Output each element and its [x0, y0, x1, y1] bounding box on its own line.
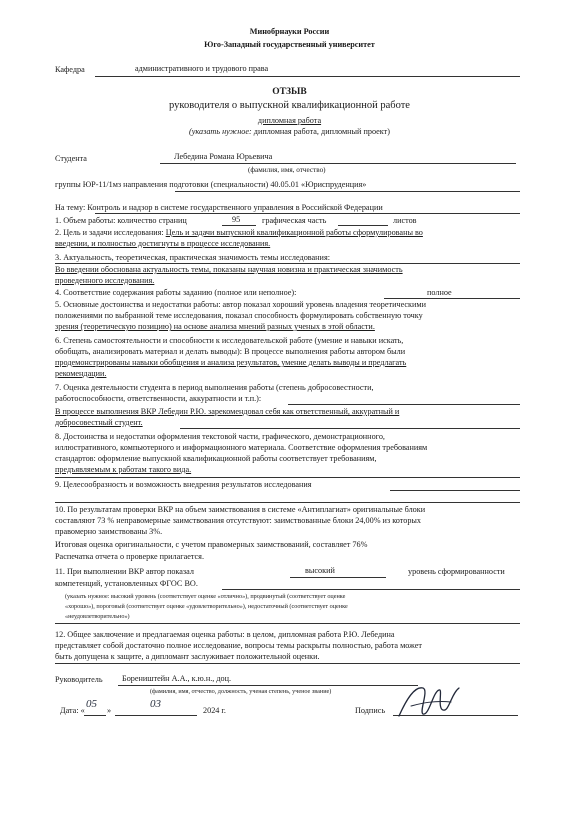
p7-line-2: работоспособности, ответственности, аккуратности и т.п.):	[55, 394, 262, 403]
p7-line-4: добросовестный студент.	[55, 418, 143, 427]
document-subtitle: руководителя о выпускной квалификационной работе	[169, 100, 410, 111]
p7-line-1: 7. Оценка деятельности студента в период выполнения работы (степень добросовестности,	[55, 383, 374, 392]
work-type-hint-options: дипломная работа, дипломный проект)	[251, 127, 390, 136]
p11-divider	[55, 623, 520, 624]
p7-underline	[288, 404, 520, 405]
p6-line-2: обобщать, анализировать материал и делать выводы): В процессе выполнения работы автором были	[55, 347, 406, 356]
p10-line-1: 10. По результатам проверки ВКР на объем заимствования в системе «Антиплагиат» оригинальные блоки	[55, 505, 426, 514]
p8-line-1: 8. Достоинства и недостатки оформления текстовой части, графического, демонстрационного,	[55, 432, 385, 441]
topic-underline	[95, 213, 520, 214]
p10-line-4: Итоговая оценка оригинальности, с учетом правомерных заимствований, составляет 76%	[55, 540, 368, 549]
p11-line-2: компетенций, установленных ФГОС ВО.	[55, 579, 198, 588]
department-value: административного и трудового права	[135, 64, 269, 73]
date-label: Дата: «	[60, 706, 85, 715]
p11-note-1: (указать нужное: высокий уровень (соответствует оценке «отлично»), продвинутый (соответствует оценке	[65, 593, 346, 600]
p9-underline-1	[390, 490, 520, 491]
p6-line-3: продемонстрированы навыки обобщения и анализа результатов, умение делать выводы и предлагать	[55, 358, 407, 367]
p10-line-5: Распечатка отчета о проверке прилагается.	[55, 552, 204, 561]
group-direction: группы ЮР-11/1мз направления подготовки (специальности) 40.05.01 «Юриспруденция»	[55, 180, 367, 189]
p11-level-suffix: уровень сформированности	[408, 567, 505, 576]
p4-compliance-label: 4. Соответствие содержания работы заданию (полное или неполное):	[55, 288, 297, 297]
topic: На тему: Контроль и надзор в системе государственного управления в Российской Федерации	[55, 203, 383, 212]
p1-pages-value: 95	[232, 215, 241, 224]
p11-level-underline	[290, 577, 386, 578]
p3-relevance-label: 3. Актуальность, теоретическая, практическая значимость темы исследования:	[55, 253, 330, 262]
supervisor-value: Бореништейн А.А., к.ю.н., доц.	[122, 674, 232, 683]
supervisor-underline	[118, 685, 418, 686]
date-separator: »	[107, 706, 112, 715]
p4-compliance-value: полное	[427, 288, 452, 297]
work-type-hint	[0, 127, 579, 136]
p5-line-2: положениями по выбранной теме исследования, показал способность формулировать собственную точку	[55, 311, 423, 320]
p10-line-2: составляют 73 % неправомерные заимствования отсутствуют: заимствованные блоки 24,00% из которых	[55, 516, 422, 525]
p11-underline-2	[222, 589, 520, 590]
p7-line-3: В процессе выполнения ВКР Лебедин Р.Ю. зарекомендовал себя как ответственный, аккуратный и	[55, 407, 400, 416]
supervisor-label: Руководитель	[55, 675, 103, 684]
p2-goal	[55, 228, 423, 237]
p3-relevance-text-2: проведенного исследования.	[55, 276, 155, 285]
date-month-underline	[115, 715, 197, 716]
group-underline	[175, 191, 520, 192]
p11-level-value: высокий	[305, 566, 335, 575]
p2-goal-text: Цель и задачи выпускной квалификационной работы сформулированы во	[165, 228, 423, 237]
p11-note-2: «хорошо»), пороговый (соответствует оценке «удовлетворительно»), недостаточный (соответствует оценке	[65, 603, 348, 610]
student-label: Студента	[55, 154, 87, 163]
work-type-hint-italic: (указать нужное:	[189, 127, 252, 136]
work-type: дипломная работа	[257, 116, 322, 125]
p6-line-4: рекомендации.	[55, 369, 107, 378]
student-name: Лебедина Романа Юрьевича	[174, 152, 273, 161]
p11-label: 11. При выполнении ВКР автор показал	[55, 567, 194, 576]
supervisor-caption: (фамилия, имя, отчество, должность, ученая степень, ученое звание)	[150, 688, 332, 695]
p3-relevance-text-1: Во введении обоснована актуальность темы, показаны научная новизна и практическая значимость	[55, 265, 403, 274]
date-month: 03	[150, 698, 161, 710]
p12-line-3: быть допущена к защите, а дипломант заслуживает положительной оценки.	[55, 652, 320, 661]
p1-pages-label: 1. Объем работы: количество страниц	[55, 216, 187, 225]
p8-divider	[55, 477, 520, 478]
p9-implementation-label: 9. Целесообразность и возможность внедрения результатов исследования	[55, 480, 312, 489]
p5-line-1: 5. Основные достоинства и недостатки работы: автор показал хороший уровень владения теоретическими	[55, 300, 426, 309]
p9-underline-2	[55, 502, 520, 503]
p7-underline-2	[180, 428, 520, 429]
handwritten-signature	[393, 678, 463, 726]
ministry-name: Минобрнауки России	[249, 27, 330, 36]
p8-line-2: иллюстративного, компьютерного и информационного материала. Соответствие оформления требованиям	[55, 443, 428, 452]
p3-divider	[55, 263, 520, 264]
p6-line-1: 6. Степень самостоятельности и способности к исследовательской работе (умение и навыки искать,	[55, 336, 404, 345]
p11-note-3: «неудовлетворительно»)	[65, 613, 130, 620]
date-day: 05	[86, 698, 97, 710]
p1-graphic-underline	[338, 225, 388, 226]
signature-label: Подпись	[355, 706, 386, 715]
date-year: 2024 г.	[203, 706, 226, 715]
p4-underline	[384, 298, 520, 299]
p12-line-2: представляет собой достаточно полное исследование, вопросы темы раскрыты полностью, работа может	[55, 641, 422, 650]
document-title: ОТЗЫВ	[272, 87, 307, 97]
university-name: Юго-Западный государственный университет	[204, 40, 375, 49]
p8-line-4: предъявляемым к работам такого вида.	[55, 465, 192, 474]
p12-line-1: 12. Общее заключение и предлагаемая оценка работы: в целом, дипломная работа Р.Ю. Лебедина	[55, 630, 395, 639]
p8-line-3: стандартов: оформление выпускной квалификационной работы соответствует требованиям,	[55, 454, 377, 463]
student-caption: (фамилия, имя, отчество)	[248, 166, 326, 174]
department-underline	[95, 76, 520, 77]
department-label: Кафедра	[55, 65, 85, 74]
date-day-underline	[84, 715, 106, 716]
p10-line-3: правомерно заимствованы 3%.	[55, 527, 163, 536]
p1-graphic-label: графическая часть	[262, 216, 327, 225]
student-underline	[160, 163, 516, 164]
p5-line-3: зрения (теоретическую позицию) на основе анализа мнений разных ученых в этой области.	[55, 322, 375, 331]
p2-goal-text-2: введении, и полностью достигнуты в процессе исследования.	[55, 239, 271, 248]
p1-sheets-label: листов	[393, 216, 417, 225]
p12-divider	[55, 663, 520, 664]
p1-pages-underline	[222, 225, 256, 226]
p2-goal-label: 2. Цель и задачи исследования:	[55, 228, 166, 237]
